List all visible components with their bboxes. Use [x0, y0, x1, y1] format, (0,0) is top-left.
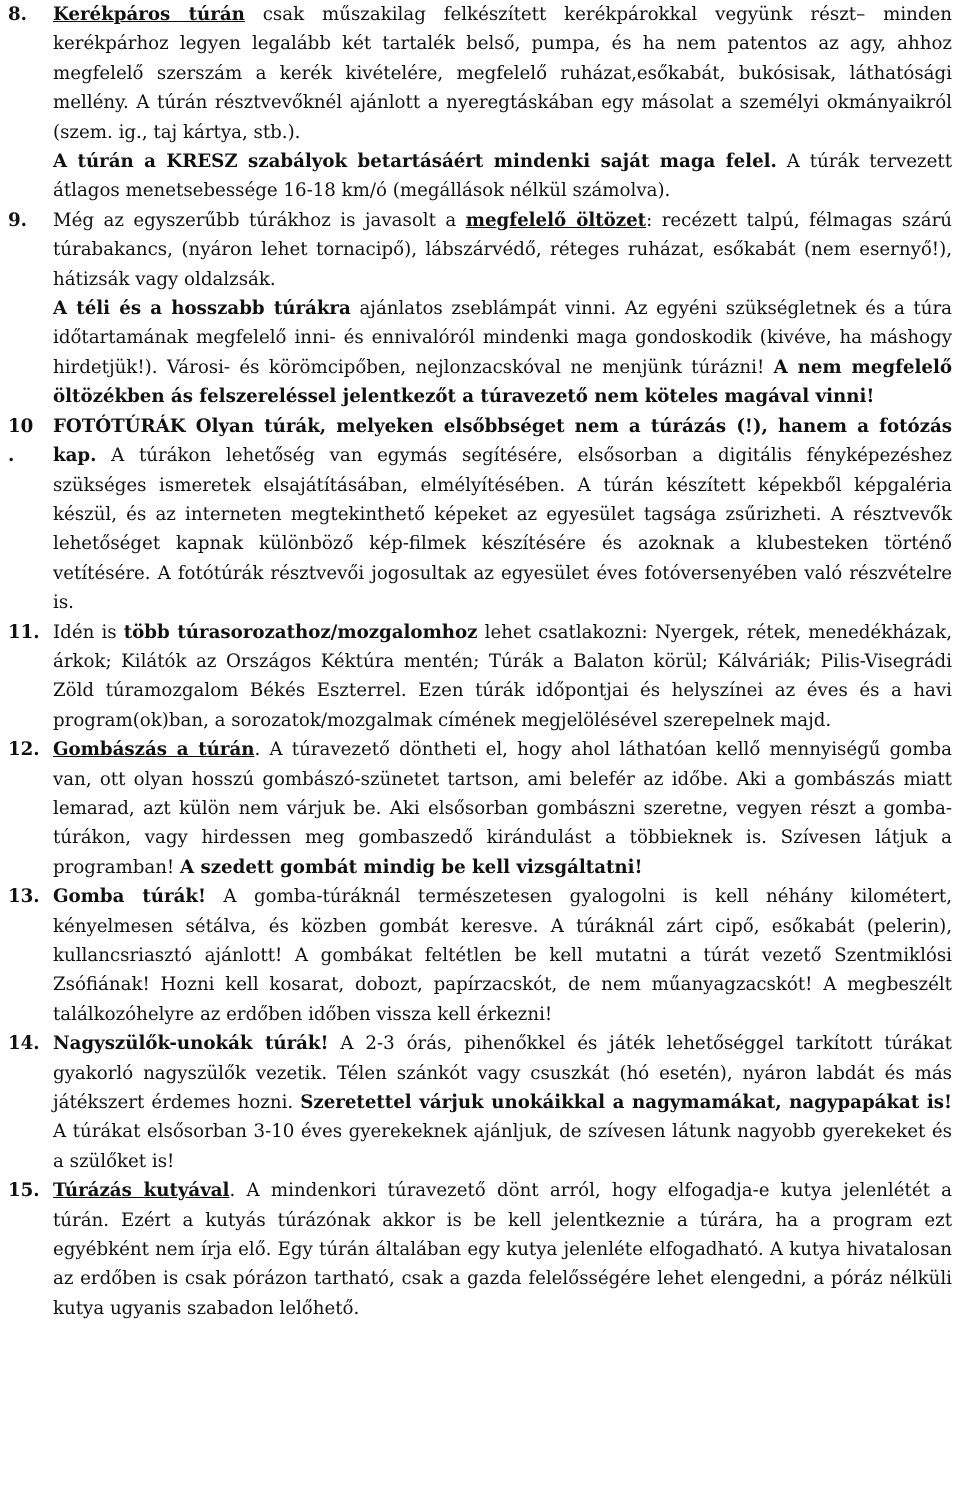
bold-underlined-run [53, 739, 254, 760]
item-number: 11. [8, 621, 40, 643]
text-run: ajánlatos zseblámpát vinni. Az egyéni szükségletnek és a túra időtartamának megfelelő inni- és ennivalóról mindenki maga gondoskodik (kivéve, ha máshogy hirdetjük!). Városi- és körömcipőben, nejlonzacskóval ne menjünk túrázni! [53, 298, 952, 378]
list-item [8, 882, 952, 1029]
bold-run: A nem megfelelő öltözékben ás felszereléssel jelentkezőt a túravezető nem köteles magával vinni! [53, 356, 953, 408]
bold-underlined-run [466, 210, 646, 231]
item-body [53, 618, 952, 736]
paragraph [53, 294, 952, 412]
bold-run: FOTÓTÚRÁK Olyan túrák, melyeken elsőbbséget nem a túrázás (!), hanem a fotózás kap. [53, 415, 952, 467]
text-run: : recézett talpú, félmagas szárú túrabakancs, (nyáron lehet tornacipő), lábszárvédő, réteges ruházat, esőkabát (nem esernyő!), hátizsák vagy oldalzsák. [53, 209, 952, 290]
item-body [53, 1029, 952, 1176]
text-run: Idén is [53, 621, 124, 643]
underlined-text: Túrázás kutyával [53, 1180, 230, 1202]
item-number: 14. [8, 1033, 40, 1055]
paragraph [53, 0, 952, 147]
item-number: 13. [8, 886, 40, 908]
text-run: Még az egyszerűbb túrákhoz is javasolt a [53, 209, 466, 231]
paragraph [53, 735, 952, 882]
bold-run: Nagyszülők-unokák túrák! [53, 1033, 329, 1055]
list-item [8, 1176, 952, 1323]
list-item [8, 1029, 952, 1176]
underlined-text: Gombászás a túrán [53, 739, 255, 761]
item-number: 12. [8, 739, 40, 761]
paragraph [53, 1176, 952, 1323]
item-body [53, 735, 952, 882]
item-body [53, 1176, 952, 1323]
text-run: A túrák tervezett átlagos menetsebessége 16-18 km/ó (megállások nélkül számolva). [53, 151, 953, 202]
item-number: 9. [8, 209, 27, 231]
bold-run: A téli és a hosszabb túrákra [53, 298, 351, 320]
bold-run: A szedett gombát mindig be kell vizsgáltatni! [180, 856, 643, 878]
numbered-list [8, 0, 952, 1323]
text-run: A gomba-túráknál természetesen gyalogolni is kell néhány kilométert, kényelmesen sétálva, és közben gombát keresve. A túráknál zárt cipő, esőkabát (pelerin), kullancsriasztó ajánlott! A gombákat feltétlen be kell mutatni a túrát vezető Szentmiklósi Zsófiának! Hozni kell kosarat, dobozt, papírzacskót, de nem műanyagzacskót! A megbeszélt találkozóhelyre az erdőben időben vissza kell érkezni! [53, 886, 952, 1025]
bold-run: A túrán a KRESZ szabályok betartásáért mindenki saját maga felel. [53, 151, 777, 173]
text-run: A túrákat elsősorban 3-10 éves gyerekeknek ajánljuk, de szívesen látunk nagyobb gyerekeket és a szülőket is! [53, 1121, 952, 1172]
list-item [8, 618, 952, 736]
list-item [8, 206, 952, 412]
paragraph [53, 147, 952, 206]
bold-underlined-run [53, 1180, 229, 1201]
underlined-text: Kerékpáros túrán [53, 4, 245, 25]
item-body [53, 882, 952, 1029]
paragraph [53, 412, 952, 618]
item-body [53, 0, 952, 206]
bold-run: Szeretettel várjuk unokáikkal a nagymamákat, nagypapákat is! [300, 1092, 952, 1114]
bold-run: Gomba túrák! [53, 886, 206, 908]
item-number: 10 . [8, 415, 34, 467]
item-number: 8. [8, 4, 27, 25]
item-body [53, 412, 952, 618]
list-item [8, 412, 952, 618]
bold-underlined-run [53, 4, 245, 25]
paragraph [53, 1029, 952, 1176]
item-number: 15. [8, 1180, 40, 1202]
paragraph [53, 882, 952, 1029]
paragraph [53, 206, 952, 294]
text-run: . A mindenkori túravezető dönt arról, hogy elfogadja-e kutya jelenlétét a túrán. Ezért a kutyás túrázónak akkor is be kell jelentkeznie a túrára, ha a program ezt egyébként nem írja elő. Egy túrán általában egy kutya jelenléte elfogadható. A kutya hivatalosan az erdőben is csak pórázon tartható, csak a gazda felelősségére lehet elengedni, a póráz nélküli kutya ugyanis szabadon lelőhető. [53, 1180, 952, 1319]
text-run: lehet csatlakozni: Nyergek, rétek, menedékházak, árkok; Kilátók az Országos Kéktúra mentén; Túrák a Balaton körül; Kálváriák; Pilis-Visegrádi Zöld túramozgalom Békés Eszterrel. Ezen túrák időpontjai és helyszínei az éves és a havi program(ok)ban, a sorozatok/mozgalmak címének megjelölésével szerepelnek majd. [53, 621, 952, 731]
text-run: A 2-3 órás, pihenőkkel és játék lehetőséggel tarkított túrákat gyakorló nagyszülők vezetik. Télen szánkót vagy csuszkát (hó esetén), nyáron labdát és más játékszert érdemes hozni. [53, 1033, 952, 1114]
text-run: csak műszakilag felkészített kerékpárokkal vegyünk részt– minden kerékpárhoz legyen legalább két tartalék belső, pumpa, és ha nem patentos az agy, ahhoz megfelelő szerszám a kerék kivételére, megfelelő ruházat,esőkabát, bukósisak, láthatósági mellény. A túrán résztvevőknél ajánlott a nyeregtáskában egy másolat a személyi okmányaikról (szem. ig., taj kártya, stb.). [53, 4, 952, 143]
paragraph [53, 618, 952, 736]
bold-run: több túrasorozathoz/mozgalomhoz [123, 621, 478, 643]
list-item [8, 0, 952, 206]
item-body [53, 206, 952, 412]
list-item [8, 735, 952, 882]
text-run: A túrákon lehetőség van egymás segítésére, elsősorban a digitális fényképezéshez szükséges ismeretek elsajátításában, elmélyítésében. A túrán készített képekből képgaléria készül, és az interneten megtekinthető képeket az egyesület tagsága zsűrizheti. A résztvevők lehetőséget kapnak különböző kép-filmek készítésére és azoknak a klubesteken történő vetítésére. A fotótúrák résztvevői jogosultak az egyesület éves fotóversenyében való részvételre is. [53, 445, 952, 614]
text-run: . A túravezető döntheti el, hogy ahol láthatóan kellő mennyiségű gomba van, ott olyan hosszú gombászó-szünetet tartson, ami belefér az időbe. Aki a gombászás miatt lemarad, azt külön nem várjuk be. Aki elsősorban gombászni szeretne, vegyen részt a gomba-túrákon, vagy hirdessen meg gombaszedő kirándulást a többieknek is. Szívesen látjuk a programban! [53, 739, 952, 878]
underlined-text: megfelelő öltözet [465, 209, 647, 231]
